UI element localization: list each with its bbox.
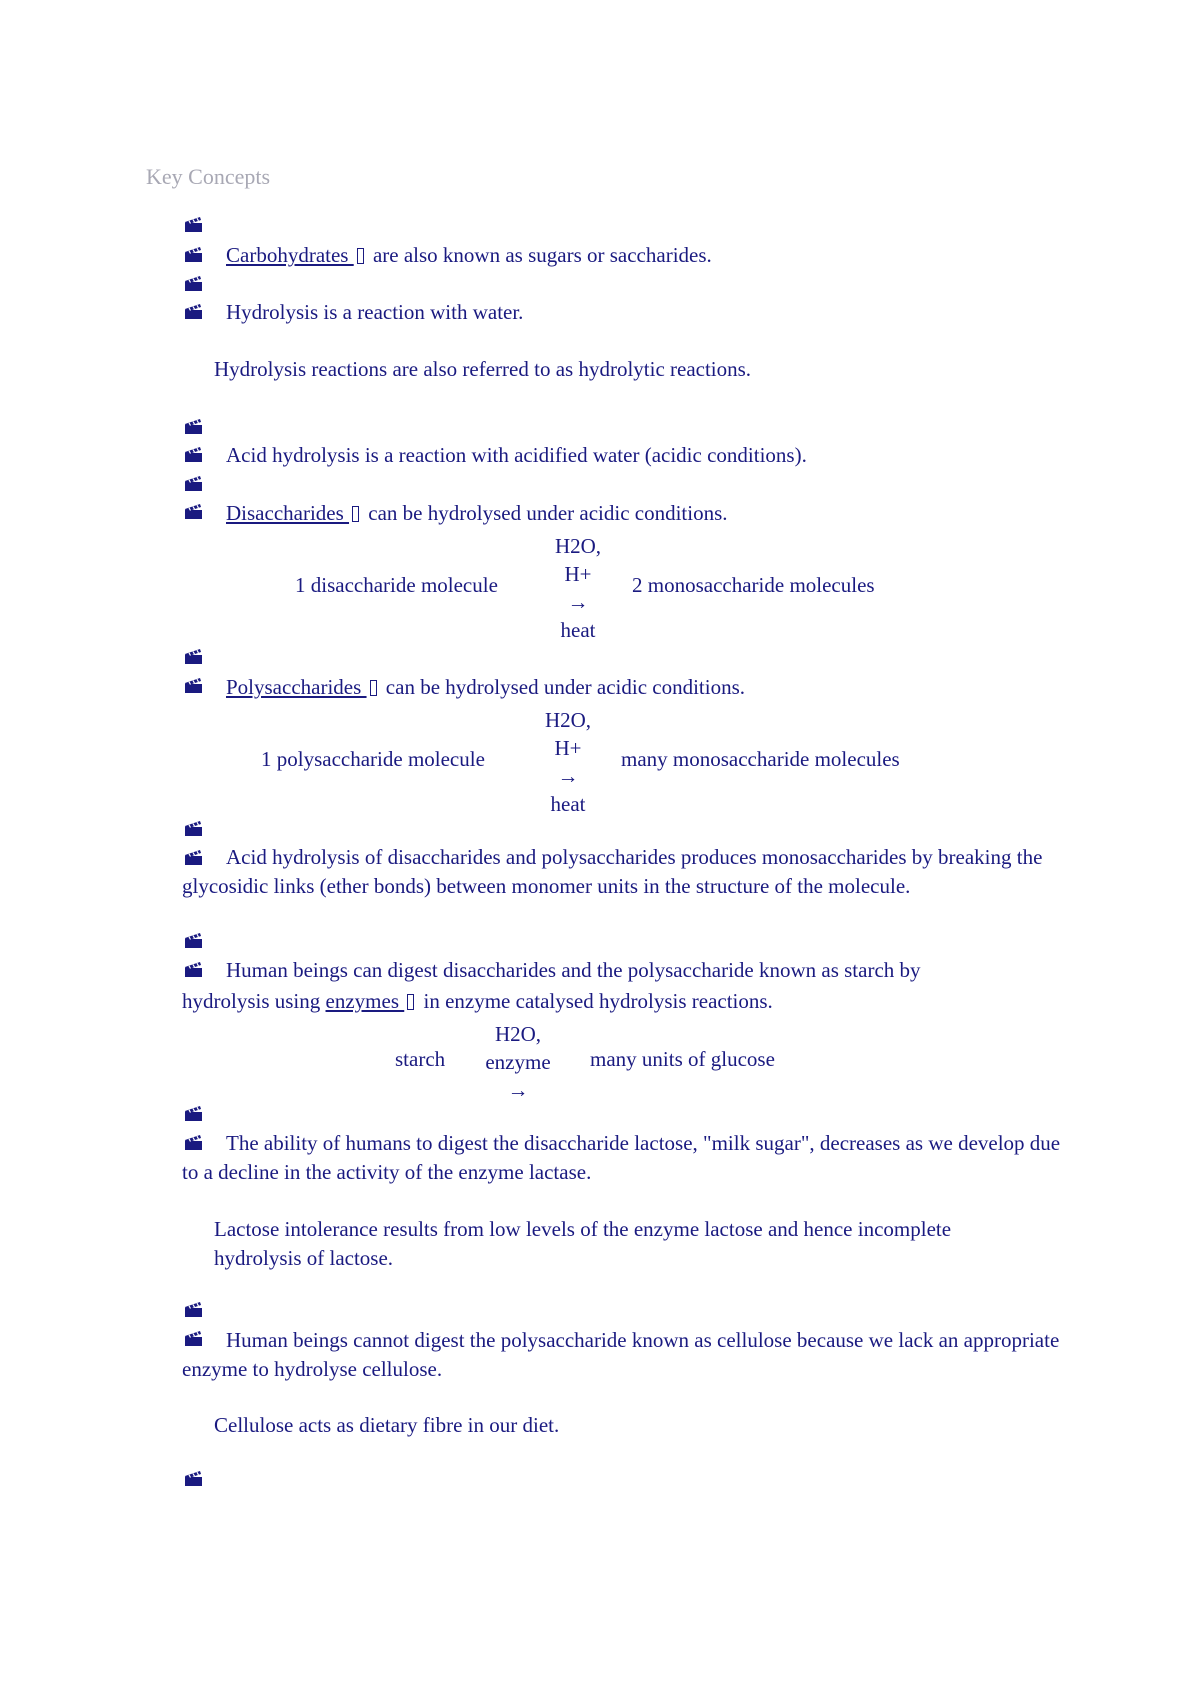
link-box-icon bbox=[357, 248, 364, 264]
clapperboard-icon bbox=[184, 961, 204, 978]
starch-reaction-conditions bbox=[485, 1020, 550, 1104]
eq-arrow: → bbox=[507, 1078, 529, 1102]
starch-eq-left: starch bbox=[395, 1047, 446, 1071]
eq-top: H2O, bbox=[494, 1022, 542, 1046]
eq-bottom: heat bbox=[560, 618, 596, 642]
polysaccharides-link[interactable]: Polysaccharides bbox=[226, 675, 367, 699]
acid-hydrolysis-line: Acid hydrolysis is a reaction with acidified water (acidic conditions). bbox=[226, 443, 807, 467]
clapperboard-icon bbox=[184, 677, 204, 694]
clapperboard-icon bbox=[184, 418, 204, 435]
eq-top-2: H+ bbox=[564, 562, 592, 586]
clapperboard-icon bbox=[184, 1105, 204, 1122]
link-box-icon bbox=[407, 994, 414, 1010]
eq-arrow: → bbox=[567, 590, 589, 614]
starch-eq-right: many units of glucose bbox=[590, 1047, 775, 1071]
eq-top-2: H+ bbox=[554, 736, 582, 760]
clapperboard-icon bbox=[184, 503, 204, 520]
page-heading: Key Concepts bbox=[146, 164, 271, 189]
eq-mid: enzyme bbox=[485, 1050, 551, 1074]
glycosidic-paragraph: Acid hydrolysis of disaccharides and polysaccharides produces monosaccharides by breaking the glycosidic links (ether bonds) between monomer units in the structure of the molecule. bbox=[182, 845, 1043, 898]
digest-line-2: hydrolysis using enzymes in enzyme catalysed hydrolysis reactions. bbox=[182, 989, 773, 1013]
clapperboard-icon bbox=[184, 275, 204, 292]
cellulose-paragraph: Human beings cannot digest the polysaccharide known as cellulose because we lack an appropriate enzyme to hydrolyse cellulose. bbox=[182, 1328, 1060, 1381]
lactose-note: Lactose intolerance results from low levels of the enzyme lactose and hence incomplete hydrolysis of lactose. bbox=[214, 1217, 952, 1270]
link-box-icon bbox=[370, 680, 377, 696]
carbohydrates-link[interactable]: Carbohydrates bbox=[226, 243, 354, 267]
clapperboard-icon bbox=[184, 820, 204, 837]
disaccharide-eq-left: 1 disaccharide molecule bbox=[295, 573, 498, 597]
polysaccharide-reaction-conditions bbox=[545, 706, 591, 818]
hydrolysis-line: Hydrolysis is a reaction with water. bbox=[226, 300, 524, 324]
enzymes-link[interactable]: enzymes bbox=[325, 989, 405, 1013]
digest-line-1: Human beings can digest disaccharides and the polysaccharide known as starch by bbox=[226, 958, 921, 982]
polysaccharides-line: Polysaccharides can be hydrolysed under acidic conditions. bbox=[226, 675, 746, 699]
clapperboard-icon bbox=[184, 932, 204, 949]
carbohydrates-line: Carbohydrates are also known as sugars or saccharides. bbox=[226, 243, 712, 267]
link-box-icon bbox=[352, 506, 359, 522]
eq-top-1: H2O, bbox=[554, 534, 602, 558]
eq-arrow: → bbox=[557, 764, 579, 788]
clapperboard-icon bbox=[184, 1301, 204, 1318]
clapperboard-icon bbox=[184, 246, 204, 263]
clapperboard-icon bbox=[184, 648, 204, 665]
disaccharide-eq-right: 2 monosaccharide molecules bbox=[632, 573, 875, 597]
hydrolysis-note: Hydrolysis reactions are also referred to as hydrolytic reactions. bbox=[214, 357, 752, 381]
disaccharides-link[interactable]: Disaccharides bbox=[226, 501, 350, 525]
clapperboard-icon bbox=[184, 446, 204, 463]
disaccharide-reaction-conditions bbox=[555, 532, 601, 644]
clapperboard-icon bbox=[184, 1470, 204, 1487]
clapperboard-icon bbox=[184, 303, 204, 320]
cellulose-note: Cellulose acts as dietary fibre in our diet. bbox=[214, 1413, 560, 1437]
disaccharides-line: Disaccharides can be hydrolysed under acidic conditions. bbox=[226, 501, 728, 525]
polysaccharide-eq-left: 1 polysaccharide molecule bbox=[261, 747, 485, 771]
lactose-paragraph: The ability of humans to digest the disaccharide lactose, "milk sugar", decreases as we develop due to a decline in the activity of the enzyme lactase. bbox=[182, 1131, 1061, 1184]
eq-top-1: H2O, bbox=[544, 708, 592, 732]
clapperboard-icon bbox=[184, 475, 204, 492]
eq-bottom: heat bbox=[550, 792, 586, 816]
clapperboard-icon bbox=[184, 216, 204, 233]
polysaccharide-eq-right: many monosaccharide molecules bbox=[621, 747, 900, 771]
